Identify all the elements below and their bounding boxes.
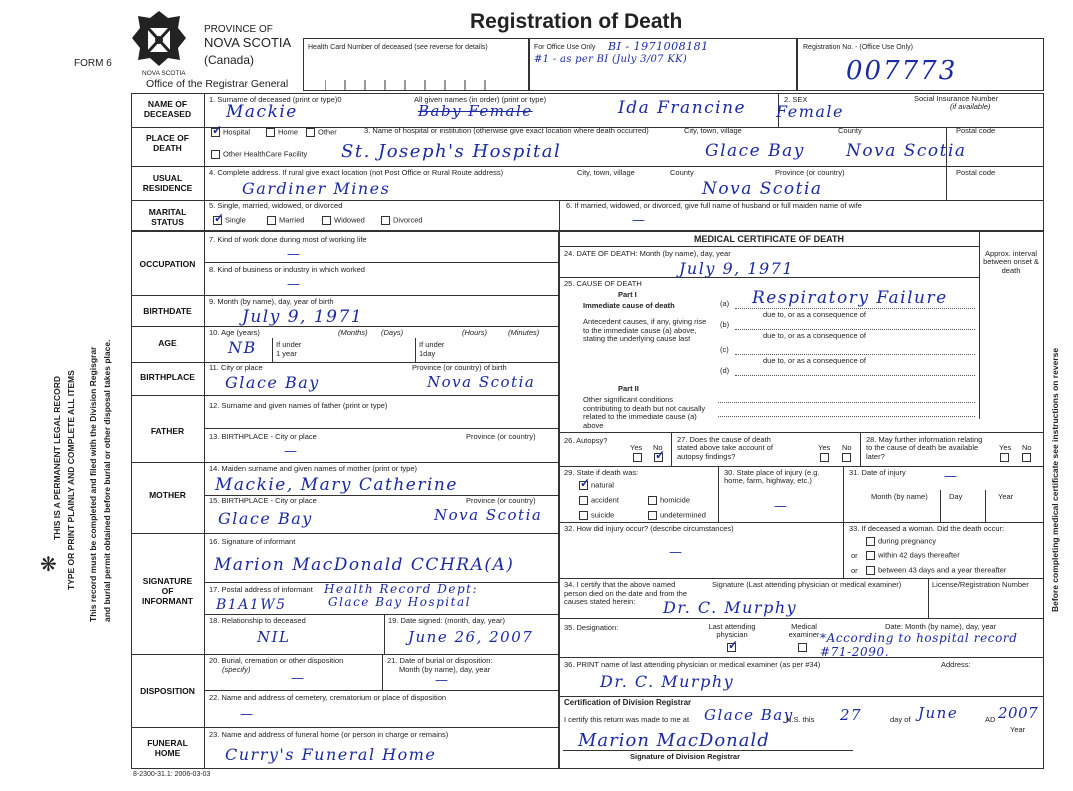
- marital-label: 5. Single, married, widowed, or divorced: [209, 201, 343, 210]
- accident-checkbox[interactable]: accident: [579, 496, 619, 505]
- last-attending-box[interactable]: [727, 643, 739, 652]
- informant-address2[interactable]: Glace Bay Hospital: [328, 595, 471, 609]
- section-place-of-death: PLACE OF DEATH: [146, 133, 189, 153]
- section-funeral-home: FUNERAL HOME: [147, 738, 188, 758]
- funeral-value[interactable]: Curry's Funeral Home: [225, 745, 437, 764]
- mother-city-value[interactable]: Glace Bay: [218, 509, 313, 528]
- burial-sub-label: (specify): [222, 665, 251, 674]
- birthplace-city-value[interactable]: Glace Bay: [225, 373, 320, 392]
- office-use-line1: BI - 1971008181: [608, 40, 709, 53]
- certification-month[interactable]: June: [918, 704, 959, 722]
- part2-label: Part II: [618, 384, 639, 393]
- nova-scotia-heading: NOVA SCOTIA: [204, 35, 292, 50]
- if-under-2: If under: [419, 340, 445, 349]
- surname-value[interactable]: Mackie: [226, 102, 298, 122]
- disposition-date-value[interactable]: —: [435, 673, 450, 688]
- q34-label: 34. I certify that the above named person died on the date and from the causes stated herein:: [564, 580, 688, 607]
- date-signed-value[interactable]: June 26, 2007: [408, 628, 534, 646]
- last-attending-label: Last attending physician: [708, 622, 756, 640]
- certification-place[interactable]: Glace Bay: [704, 706, 794, 724]
- q36-label: 36. PRINT name of last attending physician or medical examiner (as per #34): [564, 660, 821, 669]
- day-of-label: day of: [890, 715, 911, 724]
- canada-heading: (Canada): [204, 53, 255, 67]
- mother-province-label: Province (or country): [466, 496, 536, 505]
- other-conditions-label: Other significant conditions contributing to death but not causally related to the immediate cause (a) above: [583, 395, 706, 430]
- residence-province-label: Province (or country): [775, 168, 845, 177]
- q27-yes: Yes: [818, 443, 831, 452]
- hospital-checkbox[interactable]: ✓Hospital: [211, 128, 250, 137]
- mother-province-value[interactable]: Nova Scotia: [434, 506, 543, 524]
- homicide-checkbox[interactable]: homicide: [648, 496, 690, 505]
- mother-name-value[interactable]: Mackie, Mary Catherine: [215, 475, 458, 495]
- immediate-label: Immediate cause of death: [583, 301, 675, 310]
- residence-county-label: County: [670, 168, 694, 177]
- q30-label: 30. State place of injury (e.g. home, farm, highway, etc.): [724, 468, 820, 486]
- q29-label: 29. State if death was:: [564, 468, 639, 477]
- section-mother: MOTHER: [149, 490, 186, 500]
- section-name-of-deceased: NAME OF DECEASED: [143, 99, 192, 119]
- divorced-checkbox[interactable]: Divorced: [381, 216, 423, 225]
- one-year-label: 1 year: [276, 349, 297, 358]
- place-city-label: City, town, village: [684, 126, 742, 135]
- q27-no: No: [842, 443, 852, 452]
- home-checkbox[interactable]: Home: [266, 128, 298, 137]
- given-names-value[interactable]: Ida Francine: [618, 98, 747, 118]
- mother-birthplace-label: 15. BIRTHPLACE - City or place: [209, 496, 317, 505]
- page-title: Registration of Death: [470, 10, 683, 33]
- within42-checkbox[interactable]: within 42 days thereafter: [866, 551, 960, 560]
- other-checkbox[interactable]: Other: [306, 128, 337, 137]
- age-days-label: (Days): [381, 328, 404, 337]
- physician-address-label: Address:: [941, 660, 971, 669]
- age-label: 10. Age (years): [209, 328, 260, 337]
- place-postal-label: Postal code: [956, 126, 996, 135]
- section-signature-of-informant: SIGNATURE OF INFORMANT: [142, 576, 193, 606]
- maple-leaf-icon: ❋: [40, 554, 57, 576]
- spouse-label: 6. If married, widowed, or divorced, give full name of husband or full maiden name of wife: [566, 201, 862, 210]
- antecedent-label: Antecedent causes, if any, giving rise to the immediate cause (a) above, stating the underlying cause last: [583, 317, 707, 344]
- death-date-label: 24. DATE OF DEATH: Month (by name), day, year: [564, 249, 731, 258]
- certification-year[interactable]: 2007: [998, 704, 1039, 722]
- cause-c-marker: (c): [720, 345, 729, 354]
- section-occupation: OCCUPATION: [139, 259, 196, 269]
- sin-sub-label: (if available): [950, 102, 991, 111]
- physician-signature[interactable]: Dr. C. Murphy: [663, 598, 798, 617]
- hospital-record-note: *According to hospital record #71-2090.: [820, 631, 1018, 659]
- registration-number: 007773: [846, 56, 958, 86]
- autopsy-no: No: [653, 443, 663, 452]
- place-county-value[interactable]: Nova Scotia: [846, 141, 967, 161]
- place-city-value[interactable]: Glace Bay: [705, 141, 805, 161]
- license-label: License/Registration Number: [932, 580, 1029, 589]
- surname-label: 1. Surname of deceased (print or type)0: [209, 95, 342, 104]
- sidebar-line2: TYPE OR PRINT PLAINLY AND COMPLETE ALL ITEMS: [66, 370, 76, 590]
- cause-a-value[interactable]: Respiratory Failure: [752, 288, 948, 308]
- other-facility-checkbox[interactable]: Other HealthCare Facility: [211, 150, 307, 159]
- q28-no: No: [1022, 443, 1032, 452]
- funeral-label: 23. Name and address of funeral home (or person in charge or remains): [209, 730, 449, 739]
- ad-label: AD: [985, 715, 996, 724]
- residence-address-label: 4. Complete address. If rural give exact location (not Post Office or Rural Route address): [209, 168, 504, 177]
- father-province-label: Province (or country): [466, 432, 536, 441]
- one-day-label: 1day: [419, 349, 436, 358]
- birthplace-province-label: Province (or country) of birth: [412, 363, 507, 372]
- father-birthplace-label: 13. BIRTHPLACE - City or place: [209, 432, 317, 441]
- section-birthdate: BIRTHDATE: [143, 306, 192, 316]
- residence-city-label: City, town, village: [577, 168, 635, 177]
- spouse-value[interactable]: —: [632, 213, 647, 228]
- residence-postal-label: Postal code: [956, 168, 996, 177]
- age-minutes-label: (Minutes): [508, 328, 540, 337]
- q28-yes: Yes: [999, 443, 1012, 452]
- given-names-struck: Baby Female: [418, 102, 533, 120]
- coat-of-arms-seal: [128, 8, 190, 70]
- birthplace-province-value[interactable]: Nova Scotia: [427, 373, 536, 391]
- registrar-signature[interactable]: Marion MacDonald: [578, 730, 770, 751]
- health-card-ticks: [325, 80, 505, 90]
- day-label: Day: [949, 492, 963, 501]
- autopsy-yes-box[interactable]: [633, 453, 645, 462]
- registration-number-label: Registration No. - (Office Use Only): [803, 44, 913, 51]
- sidebar-line1: THIS IS A PERMANENT LEGAL RECORD: [52, 375, 62, 540]
- age-months-label: (Months): [338, 328, 368, 337]
- section-usual-residence: USUAL RESIDENCE: [142, 173, 193, 193]
- section-marital-status: MARITAL STATUS: [148, 207, 187, 227]
- q28-no-box[interactable]: [1022, 453, 1034, 462]
- or-label-2: or: [851, 566, 858, 575]
- sex-value[interactable]: Female: [776, 102, 844, 121]
- q27-no-box[interactable]: [842, 453, 854, 462]
- burial-label: 20. Burial, cremation or other disposition: [209, 656, 344, 665]
- cause-a-marker: (a): [720, 299, 730, 308]
- given-names-label: All given names (in order) (print or type): [414, 95, 547, 104]
- autopsy-yes: Yes: [630, 443, 643, 452]
- q27-yes-box[interactable]: [820, 453, 832, 462]
- or-label-1: or: [851, 551, 858, 560]
- hospital-name-value[interactable]: St. Joseph's Hospital: [341, 141, 562, 162]
- medical-examiner-box[interactable]: [798, 643, 810, 652]
- sex-label: 2. SEX: [784, 95, 808, 104]
- work-label: 7. Kind of work done during most of working life: [209, 235, 367, 244]
- physician-date-label: Date: Month (by name), day, year: [885, 622, 997, 631]
- certification-title: Certification of Division Registrar: [564, 698, 692, 707]
- father-name-label: 12. Surname and given names of father (print or type): [209, 401, 388, 410]
- birthdate-label: 9. Month (by name), day, year of birth: [209, 297, 334, 306]
- certification-day[interactable]: 27: [840, 706, 863, 724]
- informant-postal[interactable]: B1A1W5: [216, 597, 287, 613]
- registrar-office: Office of the Registrar General: [146, 78, 289, 90]
- sidebar-line4: and burial permit obtained before burial or other disposal takes place.: [102, 339, 112, 622]
- physician-sig-label: Signature (Last attending physician or medical examiner): [712, 580, 902, 589]
- due-to-2: due to, or as a consequence of: [763, 331, 866, 340]
- year-label: Year: [998, 492, 1014, 501]
- q28-label: 28. May further information relating to the cause of death be available later?: [866, 435, 983, 461]
- q32-value[interactable]: —: [669, 545, 684, 560]
- section-age: AGE: [158, 338, 177, 348]
- q28-yes-box[interactable]: [1000, 453, 1012, 462]
- widowed-checkbox[interactable]: Widowed: [322, 216, 365, 225]
- father-birthplace-value[interactable]: —: [284, 444, 299, 459]
- between43-checkbox[interactable]: between 43 days and a year thereafter: [866, 566, 1006, 575]
- burial-value[interactable]: —: [291, 671, 306, 686]
- office-use-line2: #1 - as per BI (July 3/07 KK): [534, 54, 688, 65]
- if-under-1: If under: [276, 340, 302, 349]
- physician-name-value[interactable]: Dr. C. Murphy: [600, 672, 735, 691]
- q35-label: 35. Designation:: [564, 623, 619, 632]
- death-date-value[interactable]: July 9, 1971: [679, 259, 795, 278]
- sidebar-right: Before completing medical certificate see instructions on reverse: [1050, 347, 1060, 612]
- single-checkbox[interactable]: ✓Single: [213, 216, 246, 225]
- health-card-label: Health Card Number of deceased (see reverse for details): [308, 44, 488, 51]
- institution-label: 3. Name of hospital or institution (otherwise give exact location where death occurred): [364, 126, 649, 135]
- section-father: FATHER: [150, 426, 185, 436]
- q30-value[interactable]: —: [774, 499, 789, 514]
- age-hours-label: (Hours): [462, 328, 488, 337]
- age-value[interactable]: NB: [228, 338, 257, 357]
- birthdate-value[interactable]: July 9, 1971: [242, 307, 364, 327]
- due-to-3: due to, or as a consequence of: [763, 356, 866, 365]
- work-value[interactable]: —: [287, 247, 302, 262]
- section-birthplace: BIRTHPLACE: [140, 372, 195, 382]
- disposition-date-label: 21. Date of burial or disposition:: [387, 656, 493, 665]
- suicide-checkbox[interactable]: suicide: [579, 511, 614, 520]
- cemetery-value[interactable]: —: [240, 707, 255, 722]
- informant-signature[interactable]: Marion MacDonald CCHRA(A): [214, 555, 515, 575]
- due-to-1: due to, or as a consequence of: [763, 310, 866, 319]
- undetermined-checkbox[interactable]: undetermined: [648, 511, 706, 520]
- sidebar-line3: This record must be completed and filed with the Division Regisgrar: [88, 346, 98, 622]
- cause-d-marker: (d): [720, 366, 730, 375]
- place-county-label: County: [838, 126, 862, 135]
- q31-label: 31. Date of injury: [849, 468, 906, 477]
- business-label: 8. Kind of business or industry in which worked: [209, 265, 365, 274]
- form-footer: 8-2300-31.1: 2006-03-03: [133, 771, 211, 778]
- section-disposition: DISPOSITION: [140, 686, 195, 696]
- autopsy-label: 26. Autopsy?: [564, 436, 608, 445]
- month-by-name-label: Month (by name): [871, 492, 928, 501]
- form-number: FORM 6: [74, 58, 112, 69]
- business-value[interactable]: —: [287, 277, 302, 292]
- disposition-date-sub: Month (by name), day, year: [399, 665, 491, 674]
- q31-value[interactable]: —: [944, 469, 959, 484]
- residence-province-value[interactable]: Nova Scotia: [702, 179, 823, 199]
- married-checkbox[interactable]: Married: [267, 216, 304, 225]
- sin-label: Social Insurance Number: [914, 94, 999, 103]
- province-of: PROVINCE OF: [204, 24, 273, 35]
- part1-label: Part I: [618, 290, 637, 299]
- during-pregnancy-checkbox[interactable]: during pregnancy: [866, 537, 936, 546]
- informant-address1[interactable]: Health Record Dept:: [324, 582, 479, 596]
- mother-name-label: 14. Maiden surname and given names of mother (print or type): [209, 464, 418, 473]
- cause-b-marker: (b): [720, 320, 730, 329]
- q27-label: 27. Does the cause of death stated above take account of autopsy findings?: [677, 435, 773, 461]
- certify-label: I certify this return was made to me at: [564, 715, 690, 724]
- medical-header: MEDICAL CERTIFICATE OF DEATH: [694, 234, 844, 244]
- medical-examiner-label: Medical examiner: [788, 622, 820, 640]
- residence-address-value[interactable]: Gardiner Mines: [242, 179, 391, 198]
- cause-label: 25. CAUSE OF DEATH: [564, 279, 642, 288]
- informant-address-label: 17. Postal address of informant: [209, 585, 313, 594]
- q32-label: 32. How did injury occur? (describe circumstances): [564, 524, 734, 533]
- year-caption: Year: [1010, 725, 1026, 734]
- registrar-sig-label: Signature of Division Registrar: [630, 752, 741, 761]
- cemetery-label: 22. Name and address of cemetery, crematorium or place of disposition: [209, 693, 447, 702]
- autopsy-no-box[interactable]: [654, 453, 666, 462]
- relationship-value[interactable]: NIL: [257, 628, 291, 646]
- birthplace-city-label: 11. City or place: [209, 363, 263, 372]
- natural-checkbox[interactable]: ✓natural: [579, 481, 614, 490]
- date-signed-label: 19. Date signed: (month, day, year): [388, 616, 506, 625]
- office-use-label: For Office Use Only: [534, 44, 596, 51]
- informant-sig-label: 16. Signature of informant: [209, 537, 296, 546]
- ns-this-label: N.S. this: [786, 715, 815, 724]
- seal-label: NOVA SCOTIA: [142, 70, 186, 77]
- interval-label: Approx. interval between onset & death: [983, 249, 1039, 275]
- q33-label: 33. If deceased a woman. Did the death occur:: [849, 524, 1005, 533]
- relationship-label: 18. Relationship to deceased: [209, 616, 306, 625]
